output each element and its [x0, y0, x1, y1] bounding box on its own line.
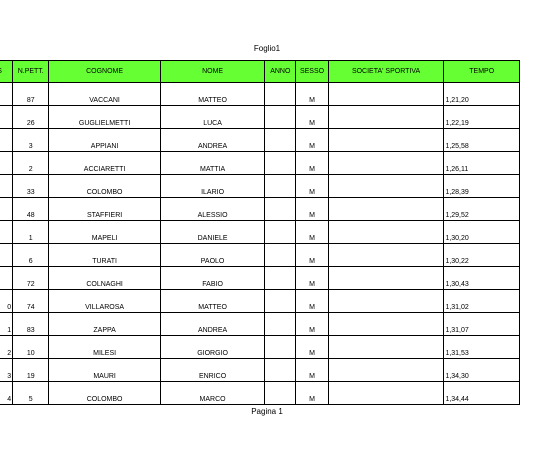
- cell-pos: 3: [0, 359, 13, 382]
- cell-societa: [328, 198, 444, 221]
- cell-pos: 2: [0, 336, 13, 359]
- cell-sesso: M: [296, 336, 328, 359]
- cell-societa: [328, 267, 444, 290]
- cell-anno: [265, 106, 296, 129]
- cell-pos: [0, 267, 13, 290]
- header-npett: N.PETT.: [13, 61, 49, 83]
- cell-societa: [328, 382, 444, 405]
- cell-pos: 0: [0, 290, 13, 313]
- cell-npett: 1: [13, 221, 49, 244]
- cell-nome: LUCA: [160, 106, 264, 129]
- cell-pos: [0, 129, 13, 152]
- cell-tempo: 1,25,58: [444, 129, 520, 152]
- cell-anno: [265, 359, 296, 382]
- cell-anno: [265, 382, 296, 405]
- cell-nome: MARCO: [160, 382, 264, 405]
- cell-npett: 74: [13, 290, 49, 313]
- cell-anno: [265, 244, 296, 267]
- header-societa: SOCIETA' SPORTIVA: [328, 61, 444, 83]
- cell-tempo: 1,30,22: [444, 244, 520, 267]
- cell-pos: 4: [0, 382, 13, 405]
- cell-tempo: 1,30,43: [444, 267, 520, 290]
- cell-cognome: TURATI: [49, 244, 161, 267]
- cell-cognome: ACCIARETTI: [49, 152, 161, 175]
- table-row: [0, 336, 520, 359]
- cell-sesso: M: [296, 290, 328, 313]
- cell-nome: FABIO: [160, 267, 264, 290]
- cell-sesso: M: [296, 267, 328, 290]
- cell-sesso: M: [296, 83, 328, 106]
- cell-npett: 10: [13, 336, 49, 359]
- cell-nome: ANDREA: [160, 129, 264, 152]
- cell-npett: 26: [13, 106, 49, 129]
- header-anno: ANNO: [265, 61, 296, 83]
- cell-nome: ENRICO: [160, 359, 264, 382]
- cell-cognome: MAPELI: [49, 221, 161, 244]
- cell-pos: [0, 198, 13, 221]
- cell-pos: [0, 221, 13, 244]
- table-row: [0, 152, 520, 175]
- cell-anno: [265, 175, 296, 198]
- cell-sesso: M: [296, 221, 328, 244]
- cell-sesso: M: [296, 175, 328, 198]
- cell-cognome: COLOMBO: [49, 382, 161, 405]
- cell-sesso: M: [296, 359, 328, 382]
- table-row: [0, 244, 520, 267]
- cell-cognome: ZAPPA: [49, 313, 161, 336]
- cell-npett: 33: [13, 175, 49, 198]
- cell-anno: [265, 152, 296, 175]
- cell-cognome: VILLAROSA: [49, 290, 161, 313]
- cell-societa: [328, 83, 444, 106]
- cell-tempo: 1,34,30: [444, 359, 520, 382]
- cell-pos: [0, 244, 13, 267]
- header-nome: NOME: [160, 61, 264, 83]
- cell-societa: [328, 152, 444, 175]
- cell-societa: [328, 359, 444, 382]
- cell-sesso: M: [296, 198, 328, 221]
- cell-tempo: 1,30,20: [444, 221, 520, 244]
- table-row: [0, 359, 520, 382]
- cell-cognome: GUGLIELMETTI: [49, 106, 161, 129]
- cell-nome: PAOLO: [160, 244, 264, 267]
- cell-tempo: 1,31,07: [444, 313, 520, 336]
- table-row: [0, 129, 520, 152]
- cell-anno: [265, 198, 296, 221]
- cell-sesso: M: [296, 152, 328, 175]
- cell-anno: [265, 313, 296, 336]
- cell-npett: 83: [13, 313, 49, 336]
- cell-npett: 6: [13, 244, 49, 267]
- cell-anno: [265, 83, 296, 106]
- cell-nome: ILARIO: [160, 175, 264, 198]
- cell-societa: [328, 336, 444, 359]
- cell-npett: 72: [13, 267, 49, 290]
- cell-sesso: M: [296, 129, 328, 152]
- cell-cognome: COLOMBO: [49, 175, 161, 198]
- table-row: [0, 267, 520, 290]
- cell-pos: [0, 106, 13, 129]
- cell-cognome: COLNAGHI: [49, 267, 161, 290]
- header-pos: [0, 61, 13, 83]
- table-row: [0, 313, 520, 336]
- cell-pos: [0, 175, 13, 198]
- cell-pos: 1: [0, 313, 13, 336]
- cell-npett: 48: [13, 198, 49, 221]
- results-table: [0, 60, 520, 405]
- cell-anno: [265, 267, 296, 290]
- cell-anno: [265, 290, 296, 313]
- cell-cognome: APPIANI: [49, 129, 161, 152]
- cell-societa: [328, 244, 444, 267]
- cell-societa: [328, 221, 444, 244]
- cell-cognome: STAFFIERI: [49, 198, 161, 221]
- cell-npett: 19: [13, 359, 49, 382]
- cell-sesso: M: [296, 106, 328, 129]
- page-footer: Pagina 1: [251, 407, 283, 416]
- sheet-title: Foglio1: [253, 44, 281, 53]
- table-row: [0, 221, 520, 244]
- header-sesso: SESSO: [296, 61, 328, 83]
- table-row: [0, 382, 520, 405]
- cell-nome: ALESSIO: [160, 198, 264, 221]
- header-row: [0, 61, 520, 83]
- cell-sesso: M: [296, 382, 328, 405]
- cell-npett: 5: [13, 382, 49, 405]
- cell-cognome: MAURI: [49, 359, 161, 382]
- cell-tempo: 1,21,20: [444, 83, 520, 106]
- cell-nome: MATTEO: [160, 83, 264, 106]
- cell-societa: [328, 175, 444, 198]
- cell-nome: MATTEO: [160, 290, 264, 313]
- cell-anno: [265, 336, 296, 359]
- cell-npett: 3: [13, 129, 49, 152]
- cell-tempo: 1,31,53: [444, 336, 520, 359]
- cell-sesso: M: [296, 313, 328, 336]
- table-row: [0, 83, 520, 106]
- cell-tempo: 1,22,19: [444, 106, 520, 129]
- cell-tempo: 1,28,39: [444, 175, 520, 198]
- header-tempo: TEMPO: [444, 61, 520, 83]
- cell-pos: [0, 152, 13, 175]
- table-row: [0, 175, 520, 198]
- cell-pos: [0, 83, 13, 106]
- table-row: [0, 198, 520, 221]
- cell-societa: [328, 106, 444, 129]
- cell-tempo: 1,26,11: [444, 152, 520, 175]
- table-row: [0, 290, 520, 313]
- header-cognome: COGNOME: [49, 61, 161, 83]
- cell-tempo: 1,29,52: [444, 198, 520, 221]
- cell-npett: 2: [13, 152, 49, 175]
- cell-cognome: MILESI: [49, 336, 161, 359]
- cell-anno: [265, 221, 296, 244]
- cell-sesso: M: [296, 244, 328, 267]
- cell-nome: ANDREA: [160, 313, 264, 336]
- cell-tempo: 1,31,02: [444, 290, 520, 313]
- cell-societa: [328, 313, 444, 336]
- cell-npett: 87: [13, 83, 49, 106]
- cell-nome: DANIELE: [160, 221, 264, 244]
- cell-societa: [328, 129, 444, 152]
- cell-tempo: 1,34,44: [444, 382, 520, 405]
- table-row: [0, 106, 520, 129]
- cell-societa: [328, 290, 444, 313]
- cell-cognome: VACCANI: [49, 83, 161, 106]
- cell-nome: MATTIA: [160, 152, 264, 175]
- cell-anno: [265, 129, 296, 152]
- cell-nome: GIORGIO: [160, 336, 264, 359]
- results-body: [0, 83, 520, 405]
